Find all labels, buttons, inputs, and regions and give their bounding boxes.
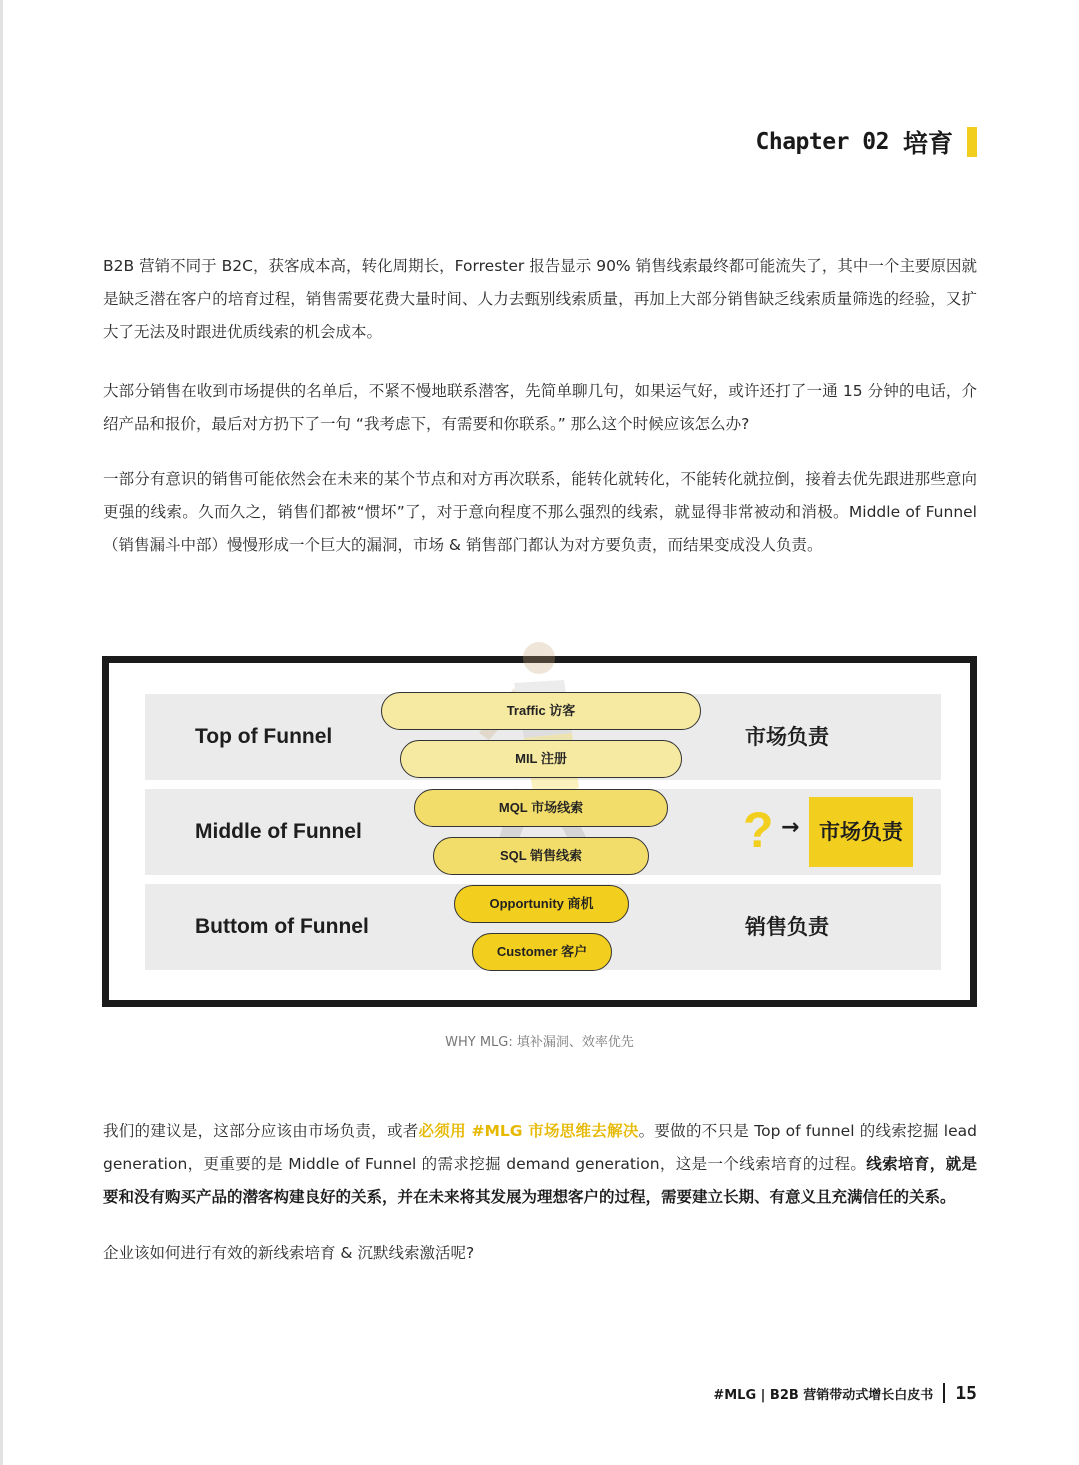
recommendation-bold: 线索培育，就是要和没有购买产品的潜客构建良好的关系，并在未来将其发展为理想客户的过程，需要建立长期、有意义且充满信任的关系。 — [103, 1155, 977, 1206]
footer-separator — [943, 1383, 945, 1403]
arrow-right-icon: → — [781, 815, 800, 840]
stage-label-middle: Middle of Funnel — [195, 820, 362, 843]
funnel-pill-sql: SQL 销售线索 — [433, 837, 649, 875]
page-footer — [713, 1378, 977, 1408]
page-number: 15 — [955, 1382, 977, 1404]
stage-label-bottom: Buttom of Funnel — [195, 915, 369, 938]
paragraph-sales-followup: 大部分销售在收到市场提供的名单后，不紧不慢地联系潜客，先简单聊几句，如果运气好，或许还打了一通 15 分钟的电话，介绍产品和报价，最后对方扔下了一句 “我考虑下，有需要和你联系。” 那么这个时候应该怎么办? — [103, 382, 977, 433]
recommendation-text-2: 。要做的不只是 Top of funnel 的线索挖掘 lead generation，更重要的是 Middle of Funnel 的需求挖掘 demand generation，这是一个线索培育的过程。 — [103, 1122, 977, 1173]
figure-caption: WHY MLG: 填补漏洞、效率优先 — [445, 1035, 634, 1050]
funnel-pill-customer: Customer 客户 — [472, 933, 612, 971]
chapter-accent-bar — [967, 127, 977, 157]
recommendation-text-1: 我们的建议是，这部分应该由市场负责，或者 — [103, 1122, 419, 1140]
funnel-pill-opportunity: Opportunity 商机 — [454, 885, 629, 923]
funnel-pill-traffic: Traffic 访客 — [381, 692, 701, 730]
funnel-figure — [102, 656, 977, 1007]
paragraph-middle-funnel-gap: 一部分有意识的销售可能依然会在未来的某个节点和对方再次联系，能转化就转化，不能转化就拉倒，接着去优先跟进那些意向更强的线索。久而久之，销售们都被“惯坏”了，对于意向程度不那么强烈的线索，就显得非常被动和消极。Middle of Funnel（销售漏斗中部）慢慢形成一个巨大的漏洞，市场 & 销售部门都认为对方要负责，而结果变成没人负责。 — [103, 470, 977, 554]
funnel-pill-mql: MQL 市场线索 — [414, 789, 668, 827]
stage-label-top: Top of Funnel — [195, 725, 333, 748]
chapter-title: 培育 — [902, 129, 953, 158]
responsibility-middle-highlight: 市场负责 — [809, 797, 913, 867]
funnel-pill-mil: MIL 注册 — [400, 740, 682, 778]
paragraph-recommendation — [103, 1115, 977, 1214]
paragraph-intro: B2B 营销不同于 B2C，获客成本高，转化周期长，Forrester 报告显示 90% 销售线索最终都可能流失了，其中一个主要原因就是缺乏潜在客户的培育过程，销售需要花费大量时间、人力去甄别线索质量，再加上大部分销售缺乏线索质量筛选的经验，又扩大了无法及时跟进优质线索的机会成本。 — [103, 257, 977, 341]
page-edge — [0, 0, 3, 1465]
question-mark-icon: ? — [743, 802, 774, 858]
recommendation-highlight: 必须用 #MLG 市场思维去解决 — [418, 1122, 639, 1140]
chapter-number: Chapter 02 — [755, 129, 889, 155]
footer-title: #MLG | B2B 营销带动式增长白皮书 — [713, 1387, 934, 1403]
responsibility-top: 市场负责 — [745, 725, 829, 749]
responsibility-bottom: 销售负责 — [745, 915, 829, 939]
chapter-heading — [756, 120, 978, 164]
paragraph-question: 企业该如何进行有效的新线索培育 & 沉默线索激活呢? — [103, 1244, 475, 1262]
